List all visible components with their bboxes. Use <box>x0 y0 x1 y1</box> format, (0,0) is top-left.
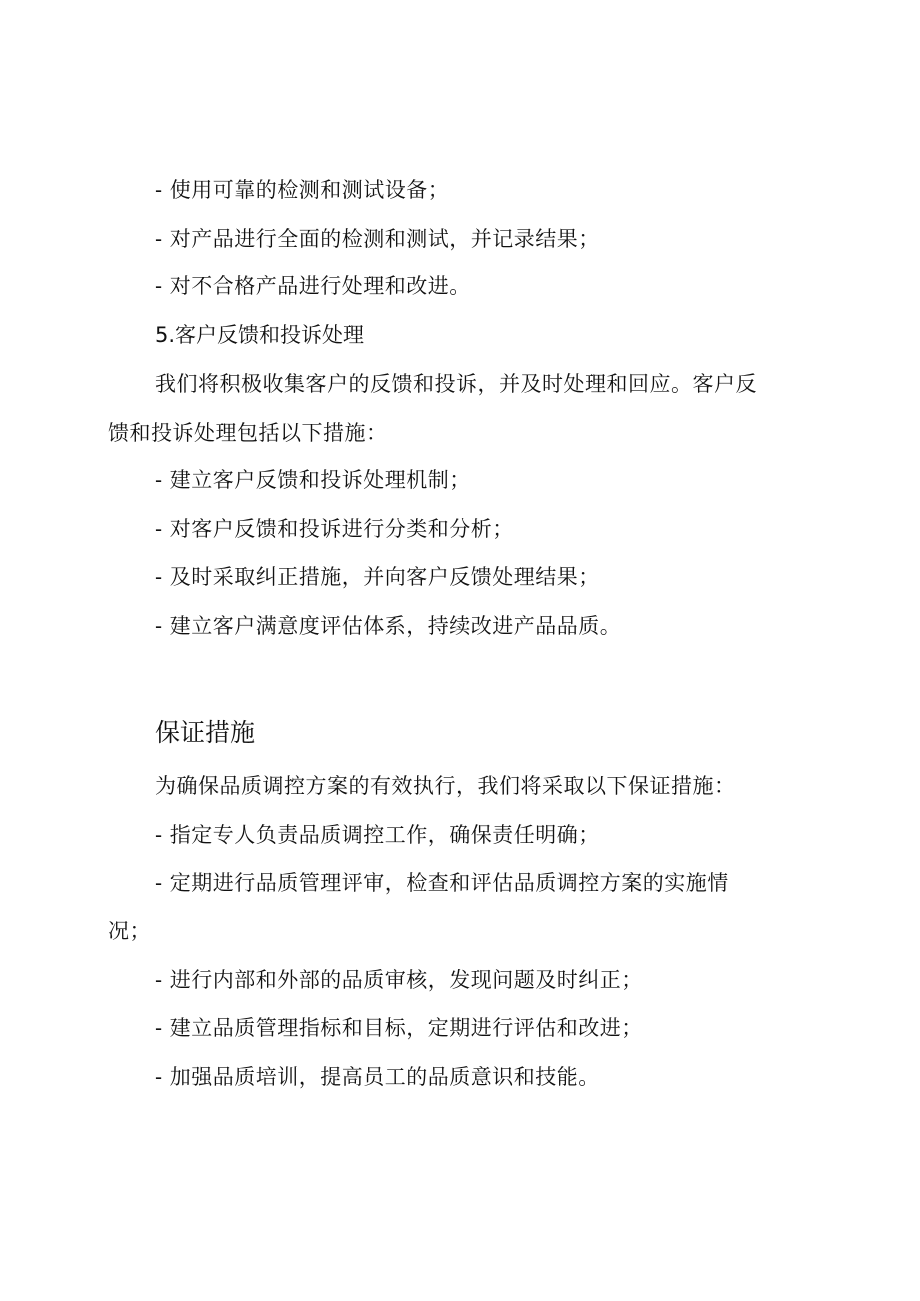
assurance-bullet: - 进行内部和外部的品质审核，发现问题及时纠正； <box>155 968 643 992</box>
feedback-heading: 5.客户反馈和投诉处理 <box>155 323 365 347</box>
assurance-bullet: - 指定专人负责品质调控工作，确保责任明确； <box>155 823 600 847</box>
assurance-intro: 为确保品质调控方案的有效执行，我们将采取以下保证措施： <box>155 774 736 798</box>
assurance-heading: 保证措施 <box>155 718 256 747</box>
feedback-bullet: - 及时采取纠正措施，并向客户反馈处理结果； <box>155 565 600 589</box>
assurance-bullet-continuation: 况； <box>108 919 151 943</box>
quality-bullet: - 对不合格产品进行处理和改进。 <box>155 274 471 298</box>
feedback-bullet: - 建立客户满意度评估体系，持续改进产品品质。 <box>155 614 622 638</box>
assurance-bullet: - 加强品质培训，提高员工的品质意识和技能。 <box>155 1065 600 1089</box>
feedback-bullet: - 对客户反馈和投诉进行分类和分析； <box>155 517 514 541</box>
feedback-intro-line-1: 我们将积极收集客户的反馈和投诉，并及时处理和回应。客户反 <box>155 372 757 396</box>
assurance-bullet: - 定期进行品质管理评审，检查和评估品质调控方案的实施情 <box>155 871 729 895</box>
quality-bullet: - 使用可靠的检测和测试设备； <box>155 178 450 202</box>
assurance-bullet: - 建立品质管理指标和目标，定期进行评估和改进； <box>155 1016 643 1040</box>
feedback-intro-line-2: 馈和投诉处理包括以下措施： <box>108 421 388 445</box>
feedback-bullet: - 建立客户反馈和投诉处理机制； <box>155 468 471 492</box>
quality-bullet: - 对产品进行全面的检测和测试，并记录结果； <box>155 227 600 251</box>
